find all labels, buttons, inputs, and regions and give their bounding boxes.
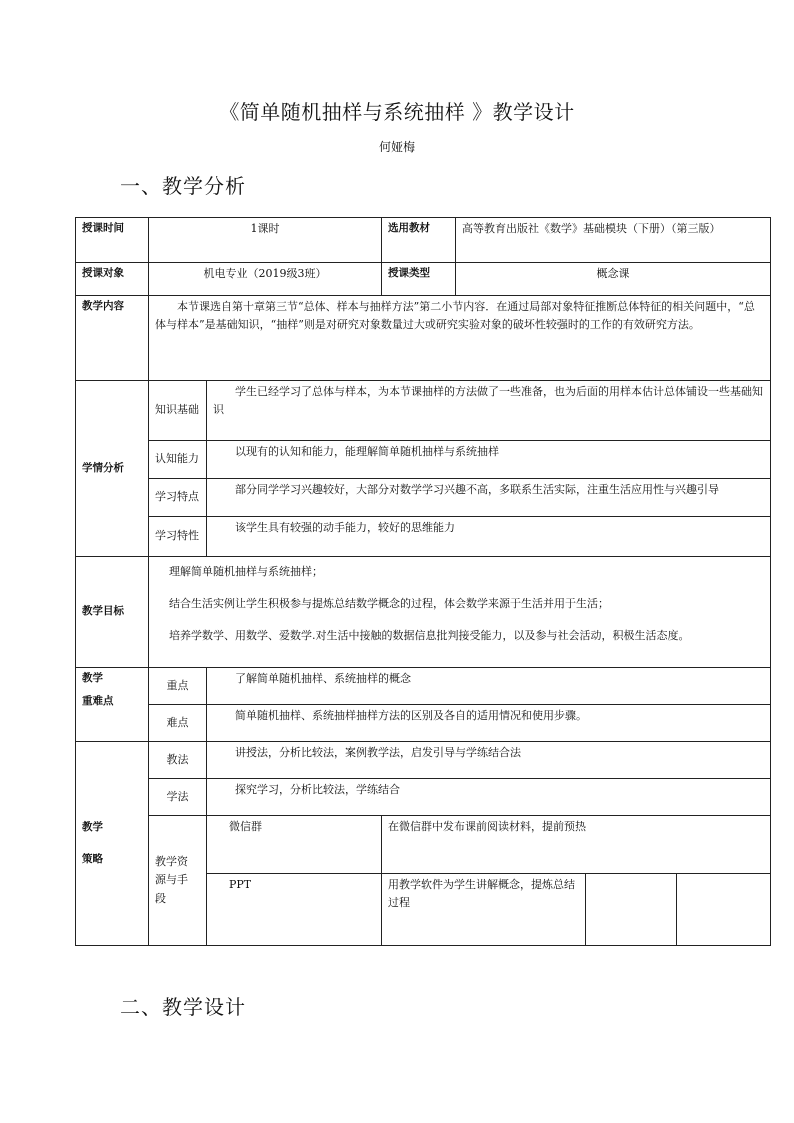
strategy-label-line: 教学 — [82, 821, 103, 834]
lesson-plan-table — [75, 217, 771, 946]
time-value: 1课时 — [149, 218, 382, 263]
goal-label: 教学目标 — [76, 557, 149, 668]
key-points-label-line: 重难点 — [82, 695, 114, 708]
key-points-label-line: 教学 — [82, 672, 103, 684]
key-row-text: 简单随机抽样、系统抽样抽样方法的区别及各自的适用情况和使用步骤。 — [207, 705, 771, 742]
table-row — [76, 779, 771, 816]
time-label: 授课时间 — [76, 218, 149, 263]
table-row — [76, 668, 771, 705]
resource-label-line: 教学资 — [155, 855, 188, 869]
goal-item: 理解简单随机抽样与系统抽样； — [169, 565, 323, 578]
table-row — [76, 381, 771, 441]
learner-row-label: 认知能力 — [149, 441, 207, 479]
key-row-text: 了解简单随机抽样、系统抽样的概念 — [207, 668, 771, 705]
goal-item: 培养学数学、用数学、爱数学.对生活中接触的数据信息批判接受能力，以及参与社会活动，积极生活态度。 — [169, 629, 690, 643]
method-row-label: 学法 — [149, 779, 207, 816]
table-row — [76, 816, 771, 874]
section-heading-analysis: 一、教学分析 — [120, 174, 246, 198]
target-value: 机电专业（2019级3班） — [149, 263, 382, 296]
key-points-label — [76, 668, 149, 742]
learner-row-label: 学习特性 — [149, 517, 207, 557]
table-row — [76, 557, 771, 668]
section-heading-design: 二、教学设计 — [120, 995, 246, 1019]
author-name: 何娅梅 — [378, 140, 415, 154]
resource-label-line: 源与手 — [155, 873, 188, 887]
resource-name: PPT — [207, 874, 382, 946]
method-row-text: 探究学习，分析比较法，学练结合 — [207, 779, 771, 816]
content-text: 本节课选自第十章第三节“总体、样本与抽样方法”第二小节内容．在通过局部对象特征推断总体特征的相关问题中，“总体与样本”是基础知识，“抽样”则是对研究对象数量过大或研究实验对象的破坏性较强时的工作的有效研究方法。 — [149, 296, 771, 381]
type-label: 授课类型 — [382, 263, 456, 296]
table-row — [76, 218, 771, 263]
learner-row-text: 以现有的认知和能力，能理解简单随机抽样与系统抽样 — [207, 441, 771, 479]
goal-list — [149, 557, 771, 668]
document-title: 《简单随机抽样与系统抽样 》教学设计 — [219, 100, 575, 124]
content-label: 教学内容 — [76, 296, 149, 381]
method-row-text: 讲授法，分析比较法，案例教学法，启发引导与学练结合法 — [207, 742, 771, 779]
table-row — [76, 742, 771, 779]
empty-cell — [677, 874, 771, 946]
resource-label — [149, 816, 207, 946]
table-row — [76, 263, 771, 296]
target-label: 授课对象 — [76, 263, 149, 296]
type-value: 概念课 — [456, 263, 771, 296]
table-row — [76, 517, 771, 557]
table-row — [76, 296, 771, 381]
goal-item: 结合生活实例让学生积极参与提炼总结数学概念的过程，体会数学来源于生活并用于生活； — [169, 597, 609, 611]
method-row-label: 教法 — [149, 742, 207, 779]
strategy-label — [76, 742, 149, 946]
learner-row-label: 学习特点 — [149, 479, 207, 517]
textbook-label: 选用教材 — [382, 218, 456, 263]
table-row — [76, 441, 771, 479]
resource-label-line: 段 — [155, 891, 166, 905]
table-row — [76, 479, 771, 517]
resource-text: 在微信群中发布课前阅读材料，提前预热 — [382, 816, 771, 874]
strategy-label-line: 策略 — [82, 852, 103, 865]
key-row-label: 重点 — [149, 668, 207, 705]
learner-row-label: 知识基础 — [149, 381, 207, 441]
learner-label: 学情分析 — [76, 381, 149, 557]
learner-row-text: 该学生具有较强的动手能力，较好的思维能力 — [207, 517, 771, 557]
resource-name: 微信群 — [207, 816, 382, 874]
learner-row-text: 学生已经学习了总体与样本，为本节课抽样的方法做了一些准备，也为后面的用样本估计总体铺设一些基础知识 — [207, 381, 771, 441]
table-row — [76, 705, 771, 742]
learner-row-text: 部分同学学习兴趣较好，大部分对数学学习兴趣不高，多联系生活实际，注重生活应用性与兴趣引导 — [207, 479, 771, 517]
resource-text: 用教学软件为学生讲解概念，提炼总结过程 — [382, 874, 586, 946]
key-row-label: 难点 — [149, 705, 207, 742]
empty-cell — [586, 874, 677, 946]
textbook-value: 高等教育出版社《数学》基础模块（下册）（第三版） — [456, 218, 771, 263]
